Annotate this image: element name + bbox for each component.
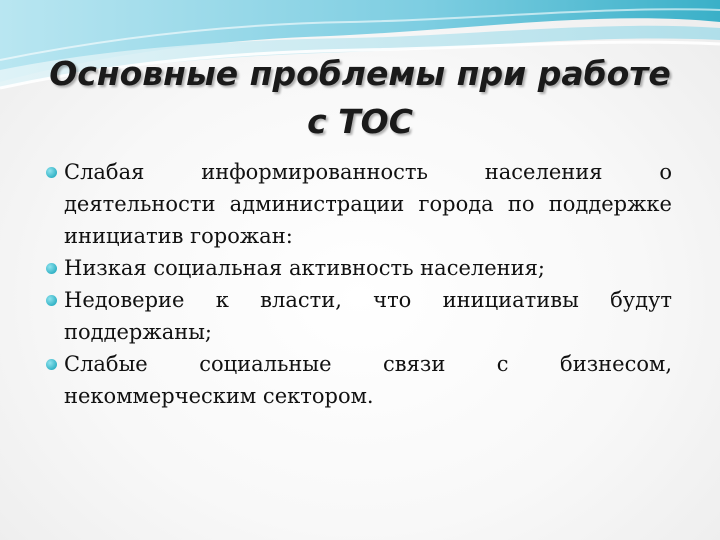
bullet-text: Низкая социальная активность населения;	[64, 256, 545, 280]
bullet-text: Слабая информированность населения о деятельности администрации города по поддержке инициатив горожан:	[64, 160, 672, 248]
bullet-dot-icon	[46, 359, 57, 370]
bullet-dot-icon	[46, 167, 57, 178]
bullet-dot-icon	[46, 295, 57, 306]
bullet-item	[46, 156, 672, 252]
bullet-item	[46, 348, 672, 412]
bullet-item	[46, 252, 672, 284]
bullet-list	[46, 156, 672, 412]
slide-title: Основные проблемы при работе с ТОС	[49, 54, 671, 141]
bullet-dot-icon	[46, 263, 57, 274]
bullet-text: Недоверие к власти, что инициативы будут поддержаны;	[64, 288, 672, 344]
bullet-text: Слабые социальные связи с бизнесом, некоммерческим сектором.	[64, 352, 672, 408]
bullet-item	[46, 284, 672, 348]
